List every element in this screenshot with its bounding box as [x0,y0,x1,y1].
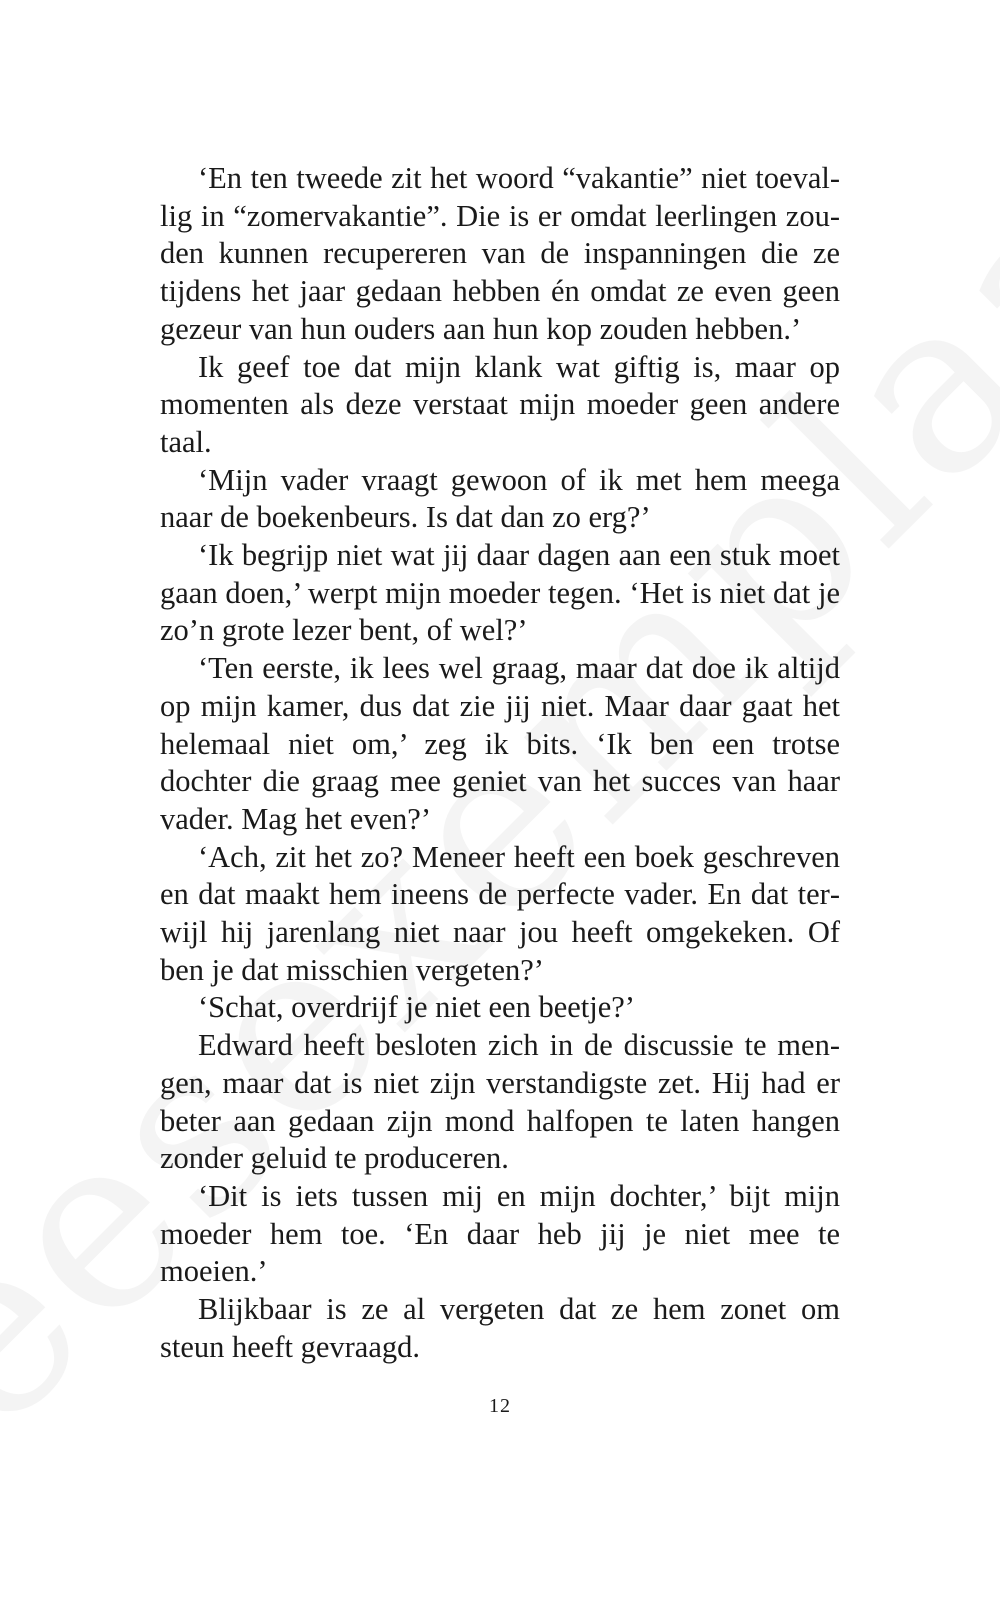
body-text [160,160,840,1367]
paragraph: ‘Mijn vader vraagt gewoon of ik met hem meega naar de boekenbeurs. Is dat dan zo erg?’ [160,462,840,535]
paragraph: Ik geef toe dat mijn klank wat giftig is, maar op momenten als deze verstaat mijn moeder geen andere taal. [160,349,840,459]
paragraph: ‘Schat, overdrijf je niet een beetje?’ [198,990,635,1025]
paragraph: ‘En ten tweede zit het woord “vakantie” niet toevallig in “zomervakantie”. Die is er omdat leerlingen zouden kunnen recupereren van de inspanningen die ze tijdens het jaar gedaan hebben én omdat ze even geen gezeur van hun ouders aan hun kop zouden hebben.’ [160,161,840,346]
paragraph: ‘Ik begrijp niet wat jij daar dagen aan een stuk moet gaan doen,’ werpt mijn moeder tegen. ‘Het is niet dat je zo’n grote lezer bent, of wel?’ [160,538,840,648]
paragraph: ‘Ach, zit het zo? Meneer heeft een boek geschreven en dat maakt hem ineens de perfecte vader. En dat terwijl hij jarenlang niet naar jou heeft omgekeken. Of ben je dat misschien vergeten?’ [160,839,840,987]
paragraph: ‘Ten eerste, ik lees wel graag, maar dat doe ik altijd op mijn kamer, dus dat zie jij niet. Maar daar gaat het helemaal niet om,’ zeg ik bits. ‘Ik ben een trotse dochter die graag mee geniet van het succes van haar vader. Mag het even?’ [160,651,840,836]
page-number: 12 [489,1395,511,1417]
paragraph: Blijkbaar is ze al vergeten dat ze hem zonet om steun heeft gevraagd. [160,1292,840,1364]
paragraph: ‘Dit is iets tussen mij en mijn dochter,’ bijt mijn moeder hem toe. ‘En daar heb jij je niet mee te moeien.’ [160,1178,840,1289]
paragraph: Edward heeft besloten zich in de discussie te mengen, maar dat is niet zijn verstandigste zet. Hij had er beter aan gedaan zijn mond halfopen te laten hangen zonder geluid te produceren. [160,1028,840,1176]
